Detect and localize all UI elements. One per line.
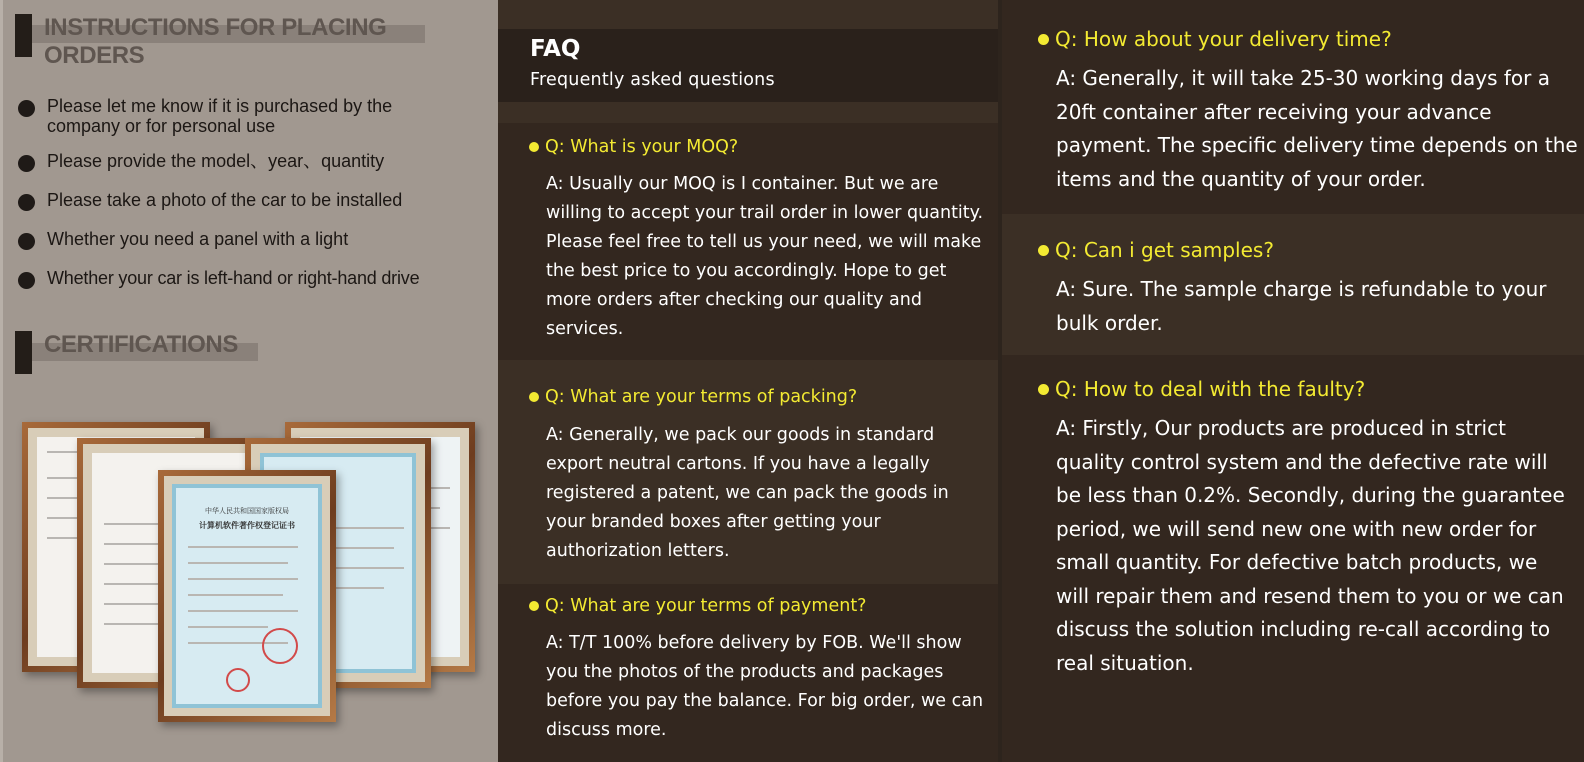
bullet-icon	[529, 142, 539, 152]
faq-question	[1038, 377, 1365, 401]
bullet-icon	[18, 155, 35, 172]
bullet-icon	[529, 392, 539, 402]
instruction-item	[18, 96, 496, 136]
certifications-title: CERTIFICATIONS	[44, 331, 238, 358]
faq-title: FAQ	[530, 36, 581, 62]
faq-answer: A: Firstly, Our products are produced in strict quality control system and the defective rate will be less than 0.2%. Secondly, during the guarantee period, we will send new one with new order for small quantity. For defective batch products, we will repair them and resend them to you or we can discuss the solution including re-call according to real situation.	[1056, 416, 1565, 675]
instruction-text: Whether your car is left-hand or right-hand drive	[47, 268, 420, 288]
faq-answer: A: Generally, we pack our goods in standard export neutral cartons. If you have a legally registered a patent, we can pack the goods in your branded boxes after getting your authorization letters.	[546, 425, 949, 561]
bullet-icon	[1038, 245, 1049, 256]
instruction-item	[18, 190, 496, 211]
heading-bar	[15, 331, 32, 374]
instruction-text: Whether you need a panel with a light	[47, 229, 349, 249]
instruction-text: Please take a photo of the car to be installed	[47, 190, 403, 210]
faq-question	[1038, 238, 1274, 262]
certificate-frame: 中华人民共和国国家版权局 计算机软件著作权登记证书	[158, 470, 336, 722]
faq-question-text: Q: What is your MOQ?	[545, 137, 739, 157]
bullet-icon	[18, 272, 35, 289]
instruction-item	[18, 268, 496, 289]
faq-question	[529, 596, 866, 616]
bullet-icon	[18, 233, 35, 250]
bullet-icon	[18, 194, 35, 211]
faq-question-text: Q: What are your terms of packing?	[545, 387, 858, 407]
faq-answer: A: Generally, it will take 25-30 working days for a 20ft container after receiving your advance payment. The specific delivery time depends on the items and the quantity of your order.	[1056, 66, 1578, 191]
faq-question-text: Q: Can i get samples?	[1055, 238, 1274, 262]
faq-answer: A: Sure. The sample charge is refundable to your bulk order.	[1056, 277, 1547, 335]
instructions-title: INSTRUCTIONS FOR PLACING ORDERS	[44, 14, 387, 69]
faq-question-text: Q: What are your terms of payment?	[545, 596, 867, 616]
instruction-item	[18, 229, 496, 250]
bullet-icon	[18, 100, 35, 117]
faq-question-text: Q: How about your delivery time?	[1055, 27, 1392, 51]
faq-subtitle: Frequently asked questions	[530, 70, 775, 90]
seal-icon	[262, 628, 298, 664]
faq-question	[529, 387, 857, 407]
certificates-image	[20, 420, 480, 730]
seal-icon	[226, 668, 250, 692]
instruction-item	[18, 151, 496, 172]
instruction-text: Please let me know if it is purchased by the company or for personal use	[47, 96, 393, 136]
bullet-icon	[1038, 34, 1049, 45]
faq-question-text: Q: How to deal with the faulty?	[1055, 377, 1366, 401]
instruction-text: Please provide the model、year、quantity	[47, 151, 385, 171]
bullet-icon	[529, 601, 539, 611]
faq-question	[1038, 27, 1392, 51]
faq-question	[529, 137, 738, 157]
bullet-icon	[1038, 384, 1049, 395]
heading-bar	[15, 14, 32, 57]
faq-answer: A: Usually our MOQ is I container. But we are willing to accept your trail order in lower quantity. Please feel free to tell us your need, we will make the best price to you accordingly. Hope to get more orders after checking our quality and services.	[546, 174, 984, 339]
faq-answer: A: T/T 100% before delivery by FOB. We'll show you the photos of the products and packages before you pay the balance. For big order, we can discuss more.	[546, 633, 984, 740]
